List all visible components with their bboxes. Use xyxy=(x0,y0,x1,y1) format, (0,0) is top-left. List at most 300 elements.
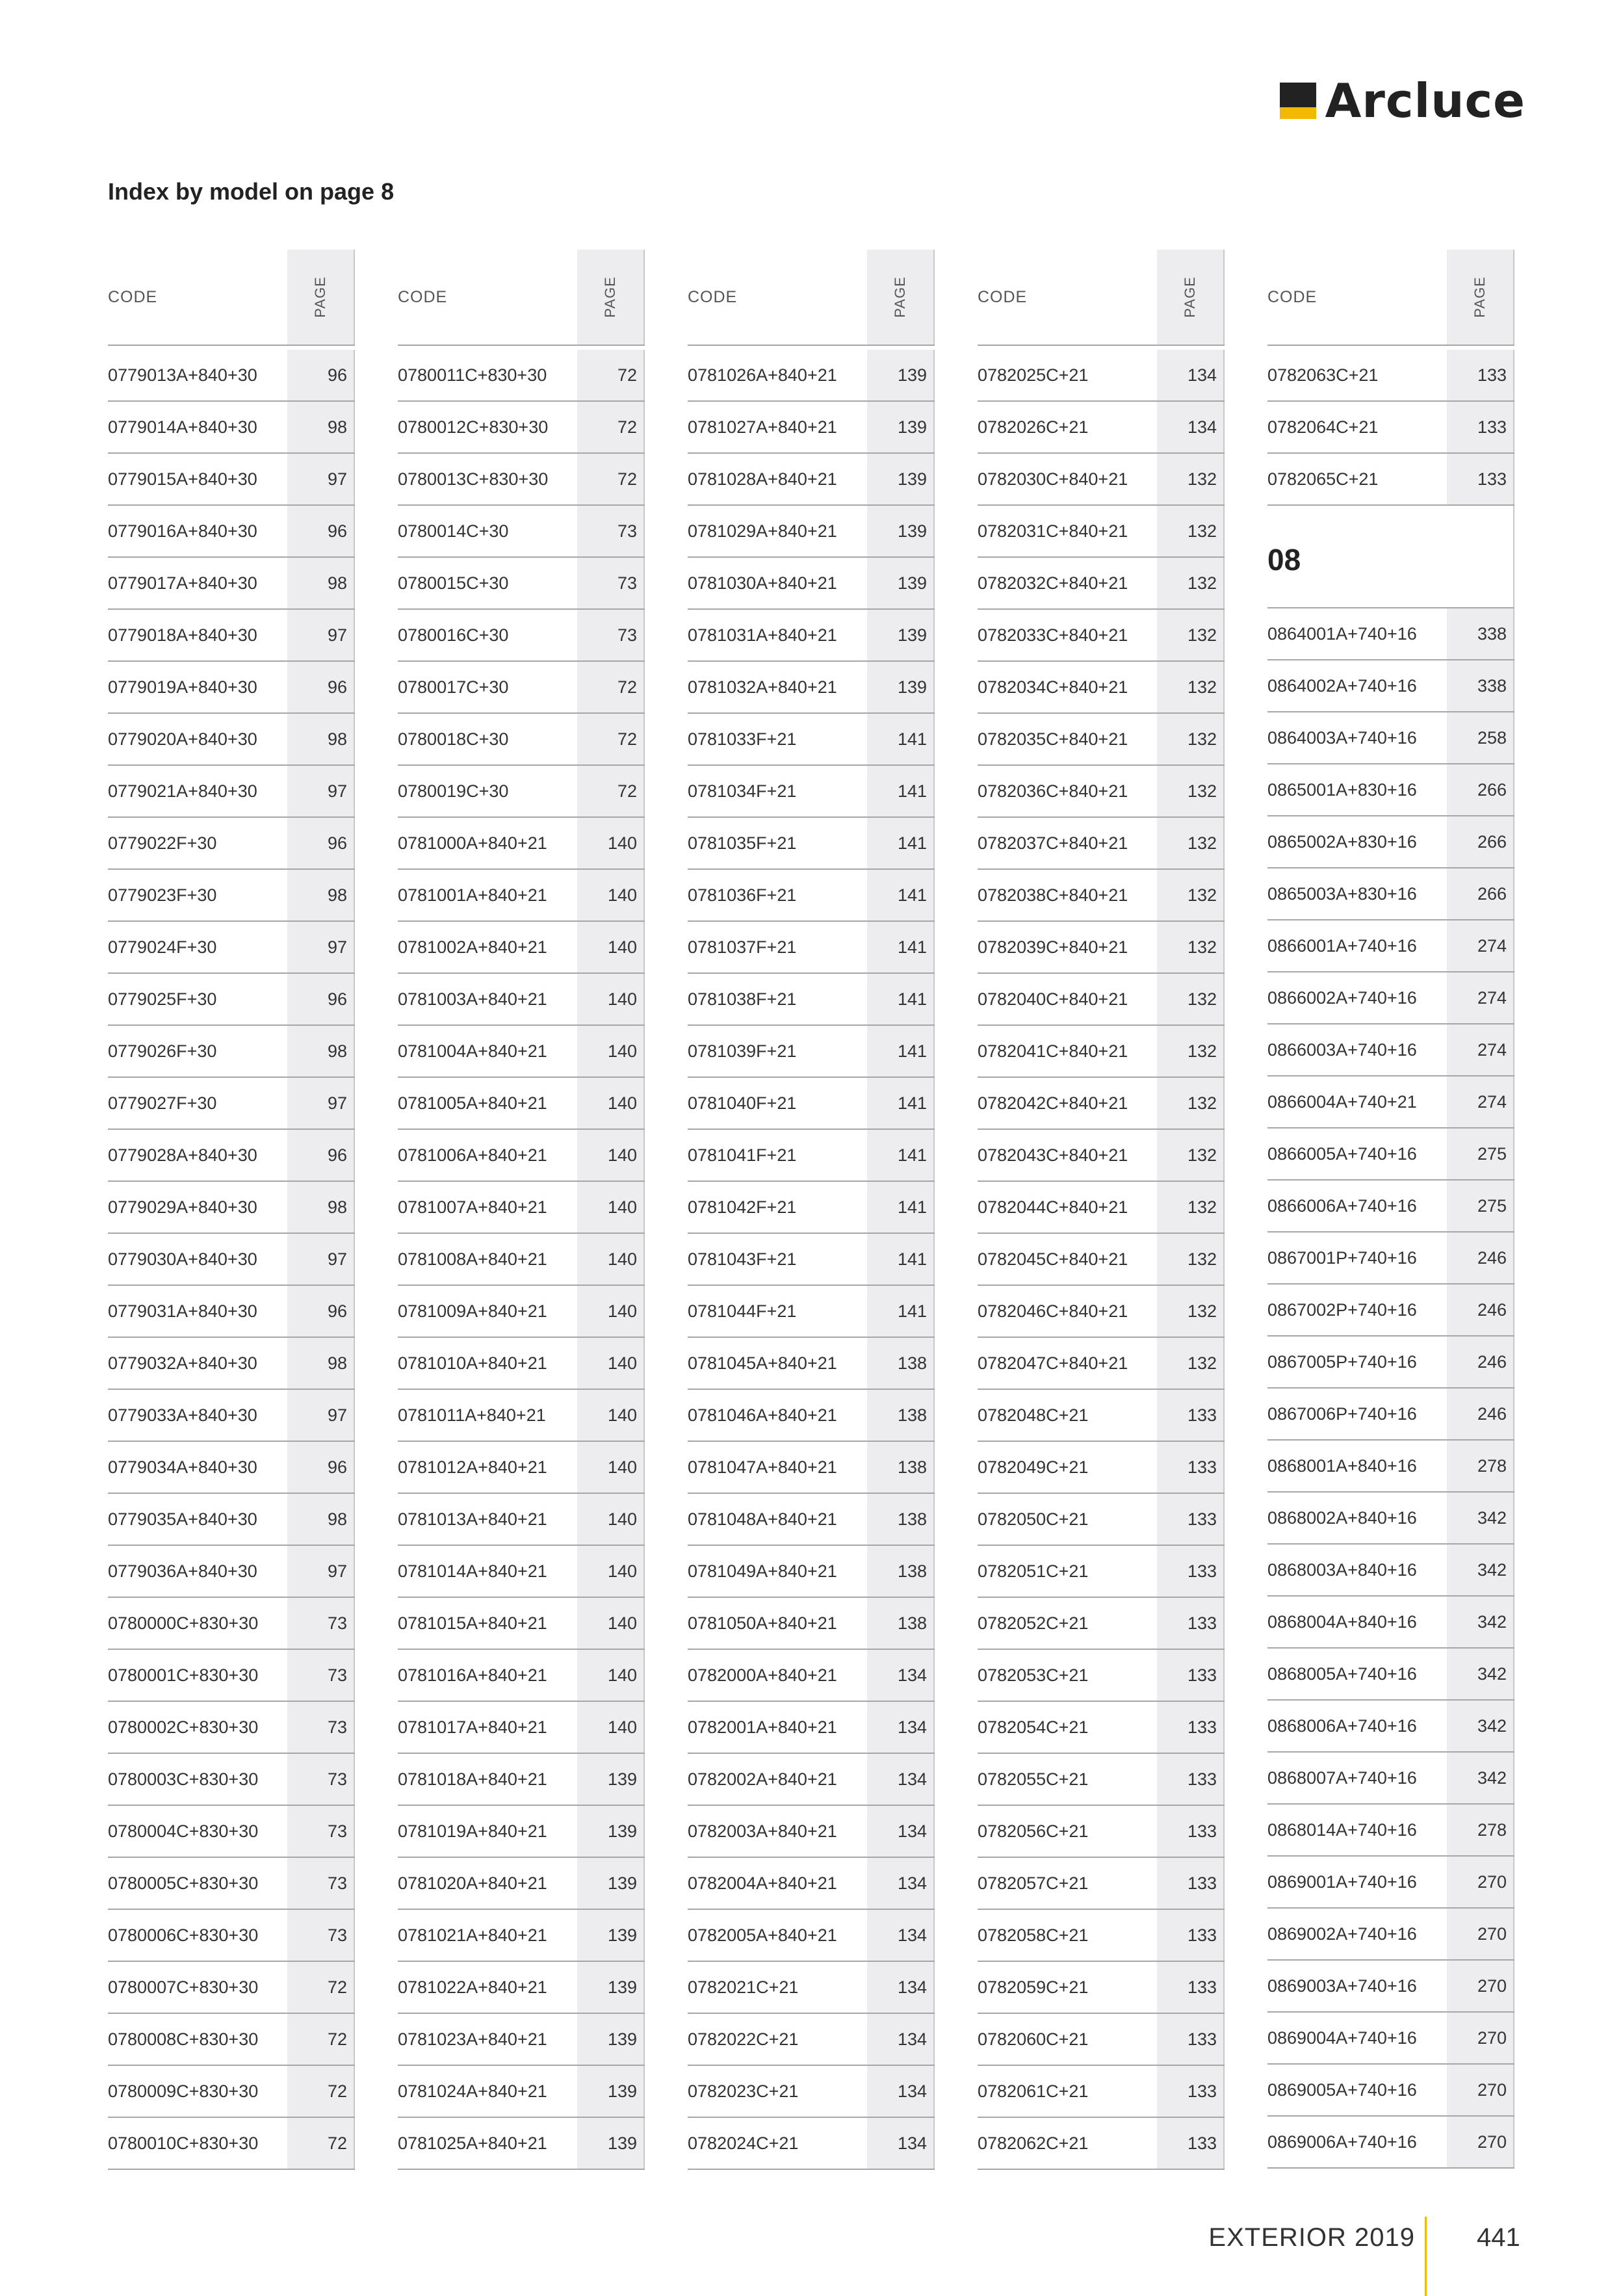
page-number: 274 xyxy=(1447,1024,1514,1075)
table-row xyxy=(978,1702,1225,1754)
page-number: 133 xyxy=(1157,1702,1225,1753)
table-row xyxy=(978,402,1225,454)
table-row xyxy=(978,870,1225,922)
code-header: CODE xyxy=(978,287,1028,306)
table-row xyxy=(1267,1285,1514,1337)
page-number: 73 xyxy=(577,558,645,608)
table-row xyxy=(688,1078,935,1130)
page-number: 338 xyxy=(1447,660,1514,711)
page-number: 133 xyxy=(1447,454,1514,504)
model-code: 0781032A+840+21 xyxy=(688,677,837,697)
model-code: 0779033A+840+30 xyxy=(108,1405,257,1425)
table-row xyxy=(398,1650,645,1702)
page-number: 73 xyxy=(577,506,645,556)
model-code: 0779022F+30 xyxy=(108,833,217,853)
table-row xyxy=(978,610,1225,662)
table-row xyxy=(1267,1441,1514,1493)
model-code: 0780004C+830+30 xyxy=(108,1821,259,1841)
page-number: 140 xyxy=(577,1494,645,1545)
logo-mark-icon xyxy=(1280,83,1316,119)
table-row xyxy=(688,2066,935,2118)
page-header-cell xyxy=(287,250,355,345)
model-code: 0782043C+840+21 xyxy=(978,1145,1128,1165)
model-code: 0868014A+740+16 xyxy=(1267,1820,1417,1840)
model-code: 0782057C+21 xyxy=(978,1873,1089,1893)
model-code: 0779023F+30 xyxy=(108,885,217,905)
model-code: 0868003A+840+16 xyxy=(1267,1560,1417,1580)
table-row xyxy=(978,1754,1225,1806)
page-number: 132 xyxy=(1157,454,1225,504)
model-code: 0780014C+30 xyxy=(398,521,509,541)
table-row xyxy=(688,1806,935,1858)
table-row xyxy=(108,1546,355,1598)
table-row xyxy=(1267,920,1514,972)
page-number: 275 xyxy=(1447,1181,1514,1231)
model-code: 0781018A+840+21 xyxy=(398,1769,547,1789)
model-code: 0781029A+840+21 xyxy=(688,521,837,541)
model-code: 0781047A+840+21 xyxy=(688,1457,837,1477)
table-row xyxy=(398,610,645,662)
table-row xyxy=(978,974,1225,1026)
table-row xyxy=(978,1962,1225,2014)
table-row xyxy=(1267,1753,1514,1805)
model-code: 0781010A+840+21 xyxy=(398,1353,547,1373)
page-number: 133 xyxy=(1157,1442,1225,1493)
page-number: 72 xyxy=(577,714,645,764)
table-row xyxy=(108,610,355,662)
model-code: 0780011C+830+30 xyxy=(398,365,547,385)
page-number: 132 xyxy=(1157,558,1225,608)
model-code: 0864002A+740+16 xyxy=(1267,676,1417,696)
model-code: 0779027F+30 xyxy=(108,1093,217,1113)
model-code: 0781005A+840+21 xyxy=(398,1093,547,1113)
model-code: 0868001A+840+16 xyxy=(1267,1456,1417,1476)
table-row xyxy=(688,1130,935,1182)
model-code: 0779031A+840+30 xyxy=(108,1301,257,1321)
table-row xyxy=(688,610,935,662)
model-code: 0782064C+21 xyxy=(1267,417,1379,437)
model-code: 0779029A+840+30 xyxy=(108,1197,257,1217)
model-code: 0782041C+840+21 xyxy=(978,1041,1128,1061)
table-row xyxy=(978,1598,1225,1650)
page-number: 139 xyxy=(577,2066,645,2117)
model-code: 0781027A+840+21 xyxy=(688,417,837,437)
table-row xyxy=(398,1910,645,1962)
code-header: CODE xyxy=(108,287,158,306)
model-code: 0868005A+740+16 xyxy=(1267,1664,1417,1684)
table-row xyxy=(398,2014,645,2066)
page-number: 140 xyxy=(577,1650,645,1701)
table-row xyxy=(978,1650,1225,1702)
model-code: 0780008C+830+30 xyxy=(108,2029,259,2049)
page-number: 134 xyxy=(867,2066,935,2117)
table-row xyxy=(1267,1805,1514,1857)
page-number: 133 xyxy=(1157,1598,1225,1649)
table-row xyxy=(1267,1389,1514,1441)
page-number: 141 xyxy=(867,714,935,764)
model-code: 0782038C+840+21 xyxy=(978,885,1128,905)
model-code: 0866001A+740+16 xyxy=(1267,936,1417,956)
model-code: 0782039C+840+21 xyxy=(978,937,1128,957)
model-code: 0780015C+30 xyxy=(398,573,509,593)
table-row xyxy=(688,714,935,766)
model-code: 0781006A+840+21 xyxy=(398,1145,547,1165)
page-number: 72 xyxy=(577,766,645,816)
table-row xyxy=(398,1182,645,1234)
table-row xyxy=(688,2014,935,2066)
page-number: 138 xyxy=(867,1390,935,1441)
table-row xyxy=(978,558,1225,610)
model-code: 0782049C+21 xyxy=(978,1457,1089,1477)
table-row xyxy=(688,506,935,558)
page-number: 141 xyxy=(867,1026,935,1076)
model-code: 0781040F+21 xyxy=(688,1093,797,1113)
model-code: 0782050C+21 xyxy=(978,1509,1089,1529)
table-row xyxy=(1267,764,1514,816)
model-code: 0781000A+840+21 xyxy=(398,833,547,853)
page-number: 140 xyxy=(577,1182,645,1233)
table-row xyxy=(688,454,935,506)
model-code: 0780002C+830+30 xyxy=(108,1717,259,1737)
model-code: 0780013C+830+30 xyxy=(398,469,549,489)
model-code: 0782056C+21 xyxy=(978,1821,1089,1841)
table-row xyxy=(108,1754,355,1806)
table-row xyxy=(108,1026,355,1078)
code-header: CODE xyxy=(1267,287,1318,306)
table-row xyxy=(688,1234,935,1286)
page-number: 97 xyxy=(287,922,355,972)
model-code: 0780018C+30 xyxy=(398,729,509,749)
model-code: 0779030A+840+30 xyxy=(108,1249,257,1269)
table-row xyxy=(108,1598,355,1650)
table-row xyxy=(108,350,355,402)
page-header: PAGE xyxy=(602,276,618,318)
model-code: 0782058C+21 xyxy=(978,1925,1089,1945)
model-code: 0782033C+840+21 xyxy=(978,625,1128,645)
page-number: 133 xyxy=(1157,2118,1225,2169)
model-code: 0781001A+840+21 xyxy=(398,885,547,905)
page-number: 98 xyxy=(287,870,355,920)
page-number: 134 xyxy=(867,1858,935,1909)
page-number: 141 xyxy=(867,766,935,816)
page-number: 96 xyxy=(287,350,355,400)
page-number: 132 xyxy=(1157,506,1225,556)
table-row xyxy=(108,558,355,610)
page-number: 270 xyxy=(1447,1857,1514,1907)
page-number: 140 xyxy=(577,1546,645,1597)
table-row xyxy=(398,1858,645,1910)
page-number: 96 xyxy=(287,662,355,712)
table-row xyxy=(1267,2013,1514,2065)
model-code: 0781022A+840+21 xyxy=(398,1977,547,1997)
code-header: CODE xyxy=(688,287,738,306)
page-number: 338 xyxy=(1447,608,1514,659)
page-number: 139 xyxy=(577,2118,645,2169)
model-code: 0780019C+30 xyxy=(398,781,509,801)
page-number: 266 xyxy=(1447,868,1514,919)
model-code: 0779028A+840+30 xyxy=(108,1145,257,1165)
model-code: 0779015A+840+30 xyxy=(108,469,257,489)
page-number: 139 xyxy=(577,2014,645,2065)
model-code: 0780006C+830+30 xyxy=(108,1925,259,1945)
table-row xyxy=(978,506,1225,558)
page-title: Index by model on page 8 xyxy=(108,178,395,205)
page-number: 275 xyxy=(1447,1128,1514,1179)
page-number: 141 xyxy=(867,1234,935,1285)
table-row xyxy=(398,1026,645,1078)
table-row xyxy=(688,402,935,454)
model-code: 0869001A+740+16 xyxy=(1267,1872,1417,1892)
model-code: 0781025A+840+21 xyxy=(398,2133,547,2153)
page-number: 139 xyxy=(867,506,935,556)
model-code: 0867002P+740+16 xyxy=(1267,1300,1417,1320)
model-code: 0781042F+21 xyxy=(688,1197,797,1217)
page-number: 72 xyxy=(287,1962,355,2013)
table-row xyxy=(398,506,645,558)
table-row xyxy=(108,1702,355,1754)
model-code: 0866004A+740+21 xyxy=(1267,1092,1417,1112)
model-code: 0869006A+740+16 xyxy=(1267,2132,1417,2152)
model-code: 0782065C+21 xyxy=(1267,469,1379,489)
page-number: 134 xyxy=(867,1910,935,1961)
table-row xyxy=(688,818,935,870)
index-column xyxy=(688,250,935,2170)
table-row xyxy=(1267,1181,1514,1233)
page-number: 140 xyxy=(577,1026,645,1076)
table-row xyxy=(108,1390,355,1442)
model-code: 0779014A+840+30 xyxy=(108,417,257,437)
table-row xyxy=(1267,1024,1514,1076)
table-row xyxy=(108,870,355,922)
model-code: 0781037F+21 xyxy=(688,937,797,957)
page-number: 73 xyxy=(287,1754,355,1805)
table-row xyxy=(688,922,935,974)
index-column xyxy=(108,250,355,2170)
table-row xyxy=(108,1650,355,1702)
page-number: 138 xyxy=(867,1546,935,1597)
model-code: 0782025C+21 xyxy=(978,365,1089,385)
table-row xyxy=(398,766,645,818)
page-number: 133 xyxy=(1157,1546,1225,1597)
page-number: 132 xyxy=(1157,974,1225,1024)
page-number: 270 xyxy=(1447,2013,1514,2063)
model-code: 0781035F+21 xyxy=(688,833,797,853)
page-number: 134 xyxy=(867,2014,935,2065)
page-number: 72 xyxy=(287,2118,355,2169)
column-header xyxy=(1267,250,1514,346)
table-row xyxy=(688,558,935,610)
table-row xyxy=(1267,1076,1514,1128)
table-row xyxy=(688,1858,935,1910)
page-header: PAGE xyxy=(1182,276,1198,318)
model-code: 0782040C+840+21 xyxy=(978,989,1128,1009)
model-code: 0865001A+830+16 xyxy=(1267,780,1417,800)
table-row xyxy=(398,1442,645,1494)
column-header xyxy=(978,250,1225,346)
page-number: 132 xyxy=(1157,1234,1225,1285)
page-number: 133 xyxy=(1447,402,1514,452)
model-code: 0782022C+21 xyxy=(688,2029,799,2049)
table-row xyxy=(398,662,645,714)
table-row xyxy=(688,766,935,818)
table-row xyxy=(108,1494,355,1546)
page-number: 140 xyxy=(577,974,645,1024)
page-header: PAGE xyxy=(892,276,908,318)
table-row xyxy=(398,1754,645,1806)
code-header: CODE xyxy=(398,287,448,306)
page-number: 139 xyxy=(577,1754,645,1805)
model-code: 0781050A+840+21 xyxy=(688,1613,837,1633)
table-row xyxy=(978,1338,1225,1390)
model-code: 0782023C+21 xyxy=(688,2081,799,2101)
table-row xyxy=(1267,1909,1514,1961)
model-code: 0781026A+840+21 xyxy=(688,365,837,385)
table-row xyxy=(108,1806,355,1858)
table-row xyxy=(398,714,645,766)
table-row xyxy=(108,662,355,714)
table-row xyxy=(108,1962,355,2014)
table-row xyxy=(688,1702,935,1754)
model-code: 0782026C+21 xyxy=(978,417,1089,437)
table-row xyxy=(398,1338,645,1390)
model-code: 0780009C+830+30 xyxy=(108,2081,259,2101)
model-code: 0781004A+840+21 xyxy=(398,1041,547,1061)
model-code: 0781007A+840+21 xyxy=(398,1197,547,1217)
page-number: 73 xyxy=(287,1858,355,1909)
page-number: 132 xyxy=(1157,818,1225,868)
page-number: 138 xyxy=(867,1338,935,1389)
page-number: 73 xyxy=(287,1806,355,1857)
page-number: 134 xyxy=(867,1962,935,2013)
page-number: 133 xyxy=(1157,1806,1225,1857)
page-number: 133 xyxy=(1157,1858,1225,1909)
table-row xyxy=(398,1494,645,1546)
model-code: 0869003A+740+16 xyxy=(1267,1976,1417,1996)
page-number: 342 xyxy=(1447,1701,1514,1751)
brand-name: Arcluce xyxy=(1325,73,1526,128)
page-number: 134 xyxy=(867,1702,935,1753)
model-code: 0782037C+840+21 xyxy=(978,833,1128,853)
page-number: 139 xyxy=(867,662,935,712)
table-row xyxy=(1267,1545,1514,1597)
model-code: 0780007C+830+30 xyxy=(108,1977,259,1997)
table-row xyxy=(398,350,645,402)
page-number: 96 xyxy=(287,506,355,556)
model-code: 0780001C+830+30 xyxy=(108,1665,259,1685)
page-number: 138 xyxy=(867,1442,935,1493)
table-row xyxy=(978,2118,1225,2170)
table-row xyxy=(398,1546,645,1598)
page-number: 96 xyxy=(287,1130,355,1181)
page-header: PAGE xyxy=(1472,276,1488,318)
page-number: 342 xyxy=(1447,1649,1514,1699)
model-code: 0779034A+840+30 xyxy=(108,1457,257,1477)
table-row xyxy=(978,662,1225,714)
model-code: 0782030C+840+21 xyxy=(978,469,1128,489)
page-number: 133 xyxy=(1157,2066,1225,2117)
model-code: 0782051C+21 xyxy=(978,1561,1089,1581)
page-number: 133 xyxy=(1157,1754,1225,1805)
table-row xyxy=(398,1962,645,2014)
table-row xyxy=(688,1754,935,1806)
model-code: 0782063C+21 xyxy=(1267,365,1379,385)
page-number: 132 xyxy=(1157,1338,1225,1389)
page-number: 132 xyxy=(1157,1078,1225,1128)
table-row xyxy=(108,766,355,818)
page-number: 266 xyxy=(1447,764,1514,815)
model-code: 0781048A+840+21 xyxy=(688,1509,837,1529)
table-row xyxy=(688,1442,935,1494)
table-row xyxy=(688,974,935,1026)
page-number: 139 xyxy=(577,1962,645,2013)
page-number: 72 xyxy=(287,2014,355,2065)
page-number: 139 xyxy=(867,454,935,504)
table-row xyxy=(398,454,645,506)
page-number: 97 xyxy=(287,1390,355,1441)
page-number: 139 xyxy=(577,1858,645,1909)
index-column xyxy=(398,250,645,2170)
table-row xyxy=(1267,816,1514,868)
table-row xyxy=(108,818,355,870)
model-code: 0780016C+30 xyxy=(398,625,509,645)
table-row xyxy=(398,1702,645,1754)
table-row xyxy=(978,1234,1225,1286)
table-row xyxy=(1267,712,1514,764)
table-row xyxy=(978,2066,1225,2118)
page-number: 134 xyxy=(867,1650,935,1701)
model-code: 0782044C+840+21 xyxy=(978,1197,1128,1217)
page-number: 73 xyxy=(287,1650,355,1701)
page-number: 139 xyxy=(867,610,935,660)
page-number: 72 xyxy=(577,402,645,452)
page-number: 140 xyxy=(577,1390,645,1441)
page-number: 141 xyxy=(867,1286,935,1337)
table-row xyxy=(1267,1701,1514,1753)
model-code: 0782024C+21 xyxy=(688,2133,799,2153)
model-code: 0781014A+840+21 xyxy=(398,1561,547,1581)
page-number: 134 xyxy=(1157,350,1225,400)
model-code: 0781034F+21 xyxy=(688,781,797,801)
page-number: 97 xyxy=(287,1234,355,1285)
table-row xyxy=(398,2118,645,2170)
table-row xyxy=(978,1910,1225,1962)
page-number: 96 xyxy=(287,1286,355,1337)
page-number: 140 xyxy=(577,1078,645,1128)
page-number: 342 xyxy=(1447,1493,1514,1543)
model-code: 0867006P+740+16 xyxy=(1267,1404,1417,1424)
page-header: PAGE xyxy=(312,276,328,318)
page-number: 132 xyxy=(1157,610,1225,660)
model-code: 0866003A+740+16 xyxy=(1267,1040,1417,1060)
table-row xyxy=(978,350,1225,402)
model-code: 0780017C+30 xyxy=(398,677,509,697)
page-header-cell xyxy=(867,250,935,345)
table-row xyxy=(688,2118,935,2170)
table-row xyxy=(398,870,645,922)
table-row xyxy=(978,714,1225,766)
model-code: 0866002A+740+16 xyxy=(1267,988,1417,1008)
page-number: 140 xyxy=(577,922,645,972)
table-row xyxy=(1267,608,1514,660)
footer-label: EXTERIOR 2019 xyxy=(1208,2223,1415,2252)
model-code: 0781049A+840+21 xyxy=(688,1561,837,1581)
table-row xyxy=(978,1806,1225,1858)
page-number: 342 xyxy=(1447,1753,1514,1803)
page-number: 133 xyxy=(1157,1494,1225,1545)
model-code: 0782003A+840+21 xyxy=(688,1821,837,1841)
page-number: 141 xyxy=(867,1182,935,1233)
page-number: 97 xyxy=(287,1546,355,1597)
